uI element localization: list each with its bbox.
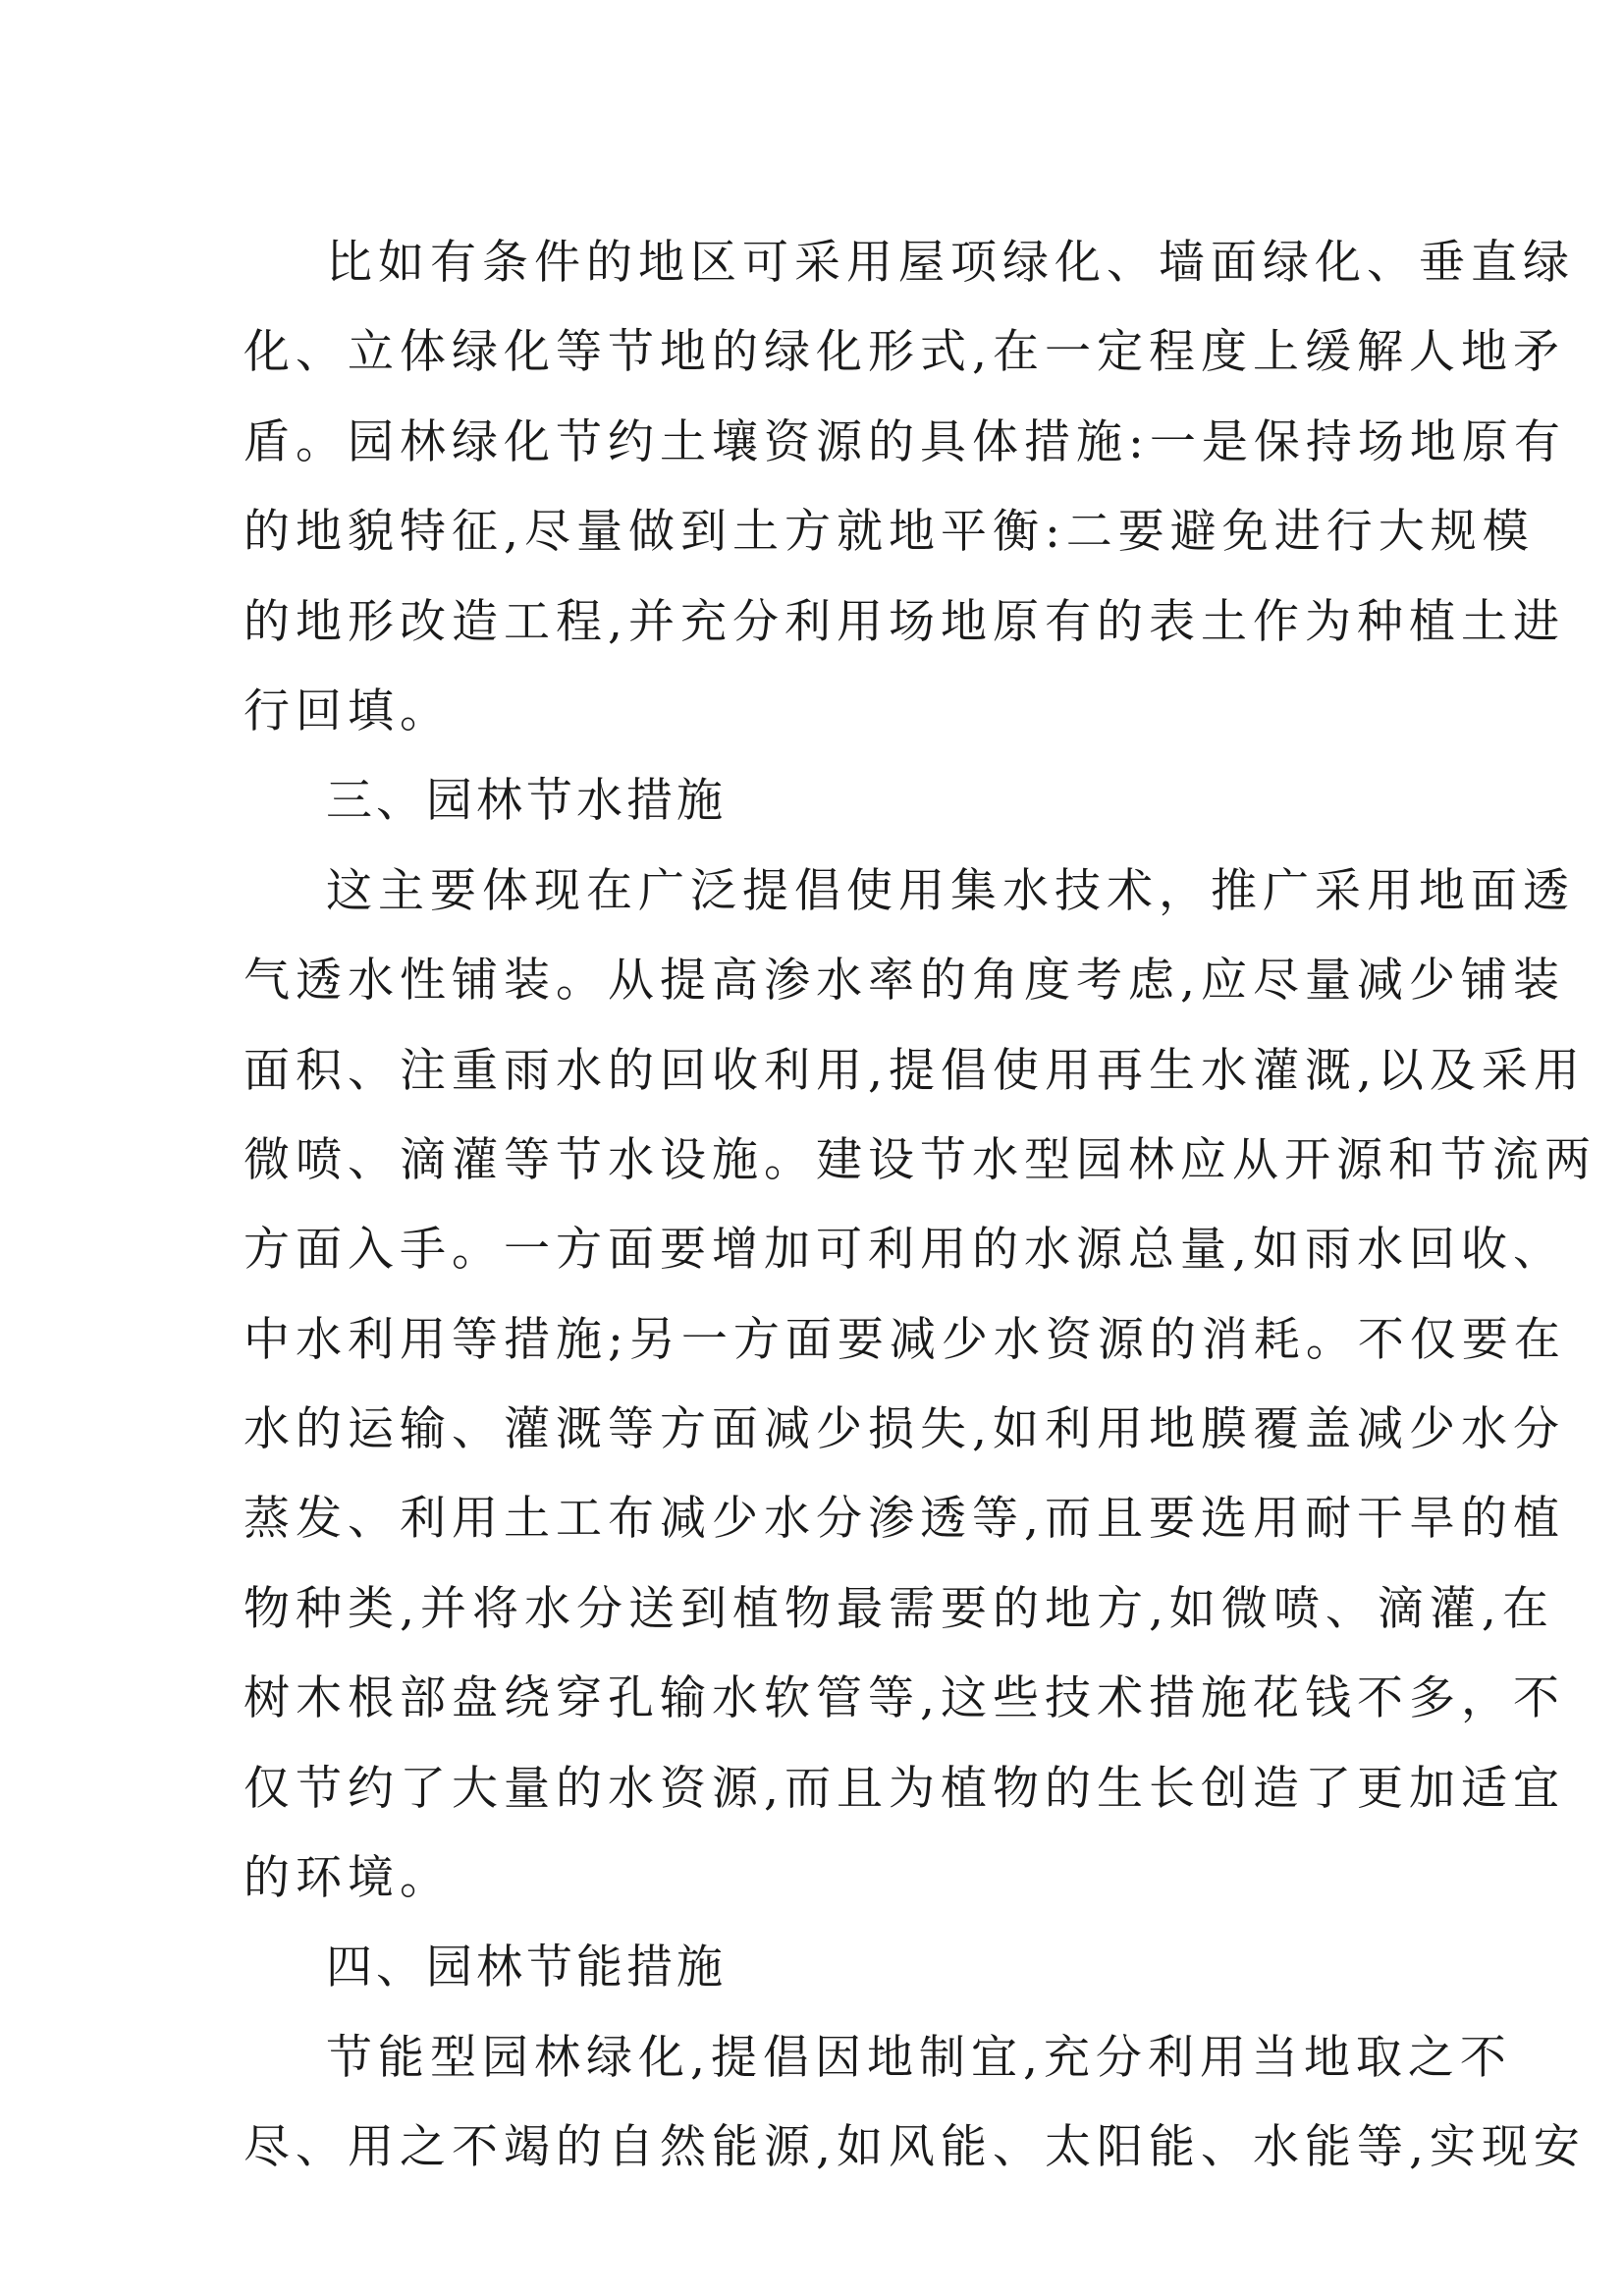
text-line: 的地形改造工程,并充分利用场地原有的表土作为种植土进 bbox=[243, 594, 1565, 649]
text-line: 比如有条件的地区可采用屋项绿化、墙面绿化、垂直绿 bbox=[326, 236, 1575, 290]
text-line: 化、立体绿化等节地的绿化形式,在一定程度上缓解人地矛 bbox=[243, 325, 1565, 380]
text-line: 物种类,并将水分送到植物最需要的地方,如微喷、滴灌,在 bbox=[243, 1581, 1554, 1636]
text-line: 方面入手。一方面要增加可利用的水源总量,如雨水回收、 bbox=[243, 1223, 1565, 1278]
body-text bbox=[243, 218, 1596, 2193]
text-line: 的地貌特征,尽量做到土方就地平衡:二要避免进行大规模 bbox=[243, 505, 1535, 560]
section-heading: 四、园林节能措施 bbox=[326, 1941, 727, 1995]
section-heading: 三、园林节水措施 bbox=[326, 774, 727, 829]
text-line: 面积、注重雨水的回收利用,提倡使用再生水灌溉,以及采用 bbox=[243, 1043, 1586, 1098]
text-line: 蒸发、利用土工布减少水分渗透等,而且要选用耐干旱的植 bbox=[243, 1492, 1565, 1547]
text-line: 尽、用之不竭的自然能源,如风能、太阳能、水能等,实现安 bbox=[243, 2120, 1586, 2175]
text-line: 水的运输、灌溉等方面减少损失,如利用地膜覆盖减少水分 bbox=[243, 1402, 1565, 1457]
text-line: 微喷、滴灌等节水设施。建设节水型园林应从开源和节流两 bbox=[243, 1132, 1596, 1187]
text-line: 气透水性铺装。从提高渗水率的角度考虑,应尽量减少铺装 bbox=[243, 954, 1565, 1009]
text-line: 中水利用等措施;另一方面要减少水资源的消耗。不仅要在 bbox=[243, 1312, 1566, 1367]
text-line: 树木根部盘绕穿孔输水软管等,这些技术措施花钱不多，不 bbox=[243, 1671, 1565, 1726]
text-line: 盾。园林绿化节约土壤资源的具体措施:一是保持场地原有 bbox=[243, 414, 1566, 469]
text-line: 行回填。 bbox=[243, 683, 452, 738]
text-line: 的环境。 bbox=[243, 1851, 452, 1906]
text-line: 仅节约了大量的水资源,而且为植物的生长创造了更加适宜 bbox=[243, 1761, 1565, 1816]
text-line: 节能型园林绿化,提倡因地制宜,充分利用当地取之不 bbox=[326, 2030, 1512, 2085]
text-line: 这主要体现在广泛提倡使用集水技术，推广采用地面透 bbox=[326, 863, 1575, 918]
